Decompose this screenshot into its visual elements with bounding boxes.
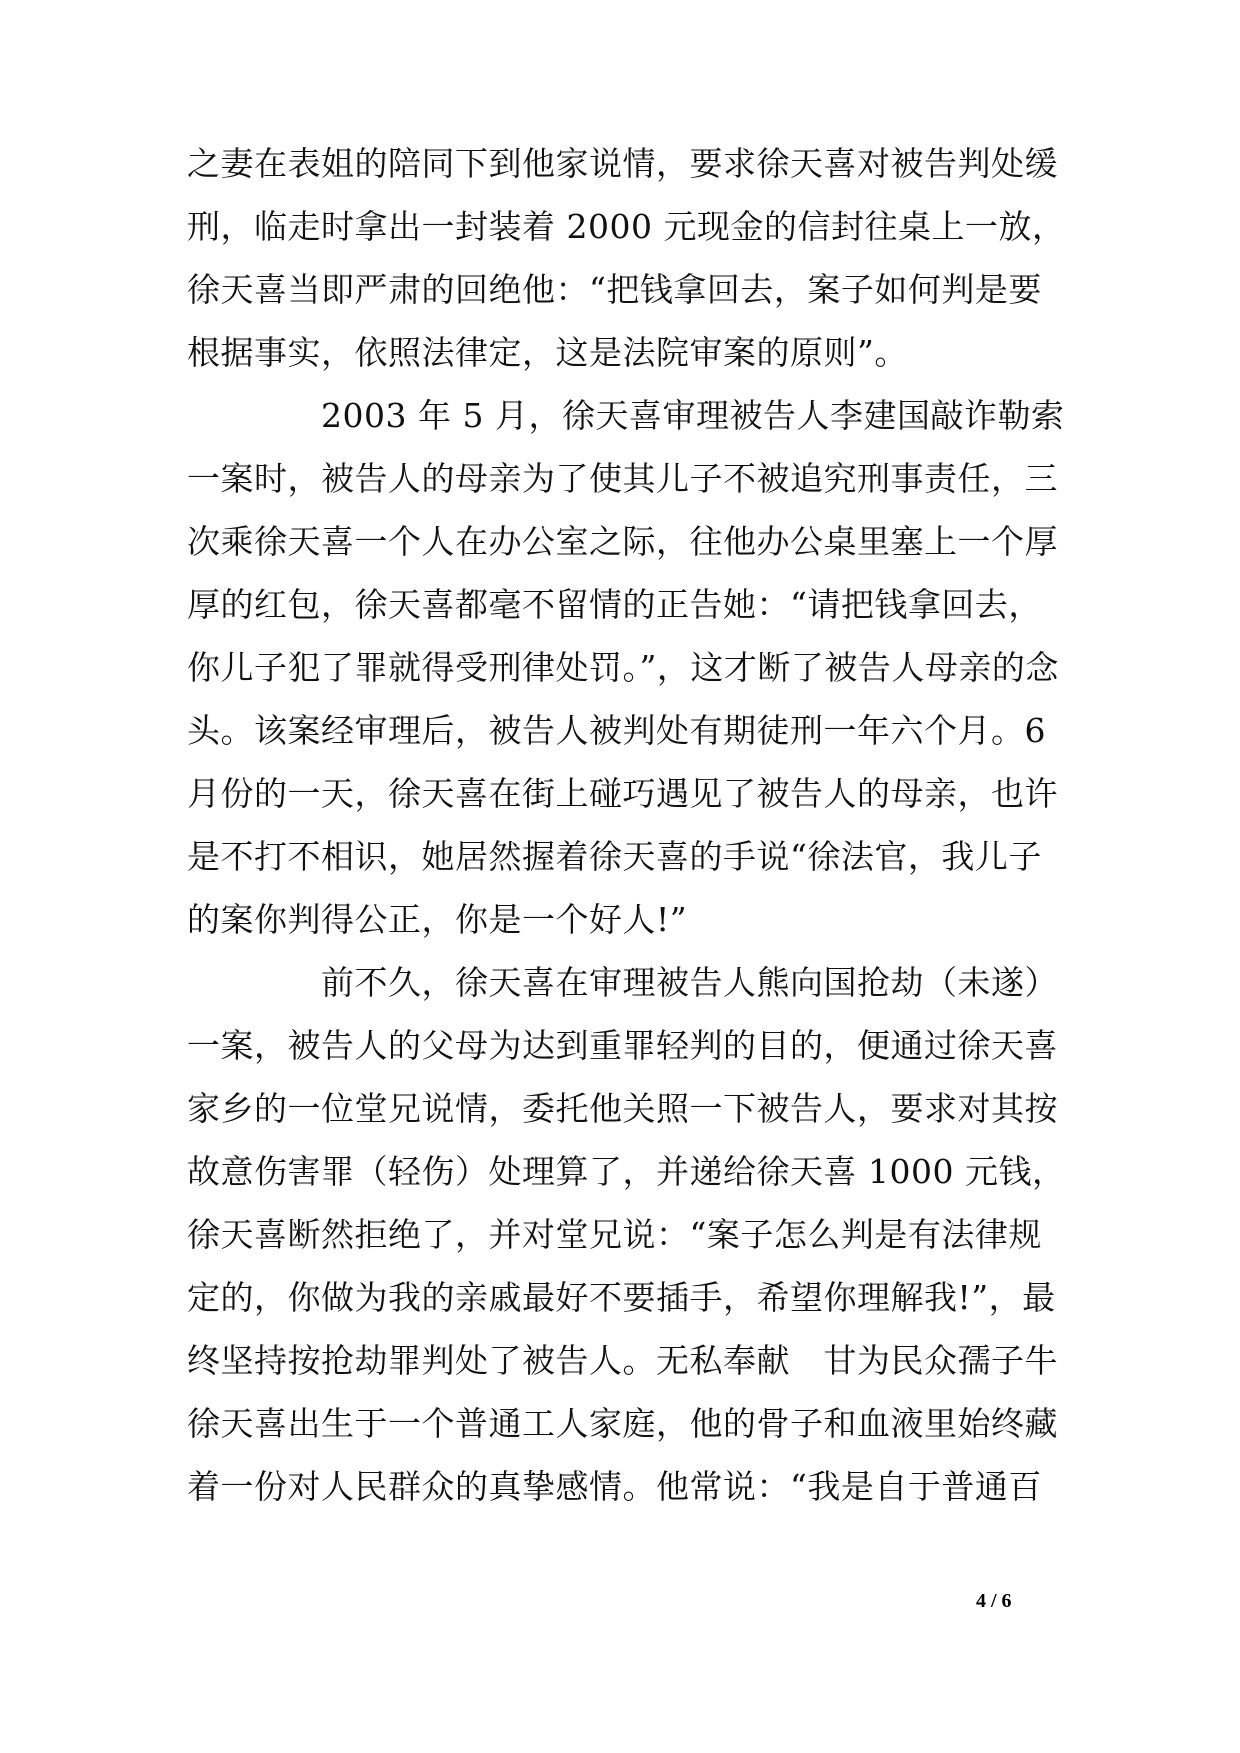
text-line: 根据事实，依照法律定，这是法院审案的原则”。 bbox=[187, 333, 908, 372]
text-line: 厚的红包，徐天喜都毫不留情的正告她：“请把钱拿回去， bbox=[187, 585, 1042, 624]
page-number: 4 / 6 bbox=[976, 1590, 1012, 1612]
text-line: 你儿子犯了罪就得受刑律处罚。”，这才断了被告人母亲的念 bbox=[187, 648, 1059, 687]
text-line: 着一份对人民群众的真挚感情。他常说：“我是自于普通百 bbox=[187, 1467, 1042, 1506]
text-line: 月份的一天，徐天喜在街上碰巧遇见了被告人的母亲，也许 bbox=[187, 774, 1058, 813]
text-line: 徐天喜当即严肃的回绝他：“把钱拿回去，案子如何判是要 bbox=[187, 270, 1042, 309]
text-line: 终坚持按抢劫罪判处了被告人。无私奉献 甘为民众孺子牛 bbox=[187, 1341, 1058, 1380]
text-line: 家乡的一位堂兄说情，委托他关照一下被告人，要求对其按 bbox=[187, 1089, 1058, 1128]
text-line: 定的，你做为我的亲戚最好不要插手，希望你理解我!”，最 bbox=[187, 1278, 1056, 1317]
text-line: 之妻在表姐的陪同下到他家说情，要求徐天喜对被告判处缓 bbox=[187, 144, 1058, 183]
text-line: 前不久，徐天喜在审理被告人熊向国抢劫（未遂） bbox=[187, 963, 1058, 1002]
text-line: 是不打不相识，她居然握着徐天喜的手说“徐法官，我儿子 bbox=[187, 837, 1042, 876]
text-line: 徐天喜出生于一个普通工人家庭，他的骨子和血液里始终藏 bbox=[187, 1404, 1058, 1443]
text-line: 次乘徐天喜一个人在办公室之际，往他办公桌里塞上一个厚 bbox=[187, 522, 1058, 561]
text-line: 一案，被告人的父母为达到重罪轻判的目的，便通过徐天喜 bbox=[187, 1026, 1058, 1065]
text-line: 的案你判得公正，你是一个好人!” bbox=[187, 900, 688, 939]
text-line: 一案时，被告人的母亲为了使其儿子不被追究刑事责任，三 bbox=[187, 459, 1058, 498]
text-line: 徐天喜断然拒绝了，并对堂兄说：“案子怎么判是有法律规 bbox=[187, 1215, 1042, 1254]
text-line: 头。该案经审理后，被告人被判处有期徒刑一年六个月。6 bbox=[187, 711, 1046, 750]
text-line: 故意伤害罪（轻伤）处理算了，并递给徐天喜 1000 元钱， bbox=[187, 1152, 1066, 1191]
text-line: 2003 年 5 月，徐天喜审理被告人李建国敲诈勒索 bbox=[187, 396, 1065, 435]
text-line: 刑，临走时拿出一封装着 2000 元现金的信封往桌上一放， bbox=[187, 207, 1066, 246]
